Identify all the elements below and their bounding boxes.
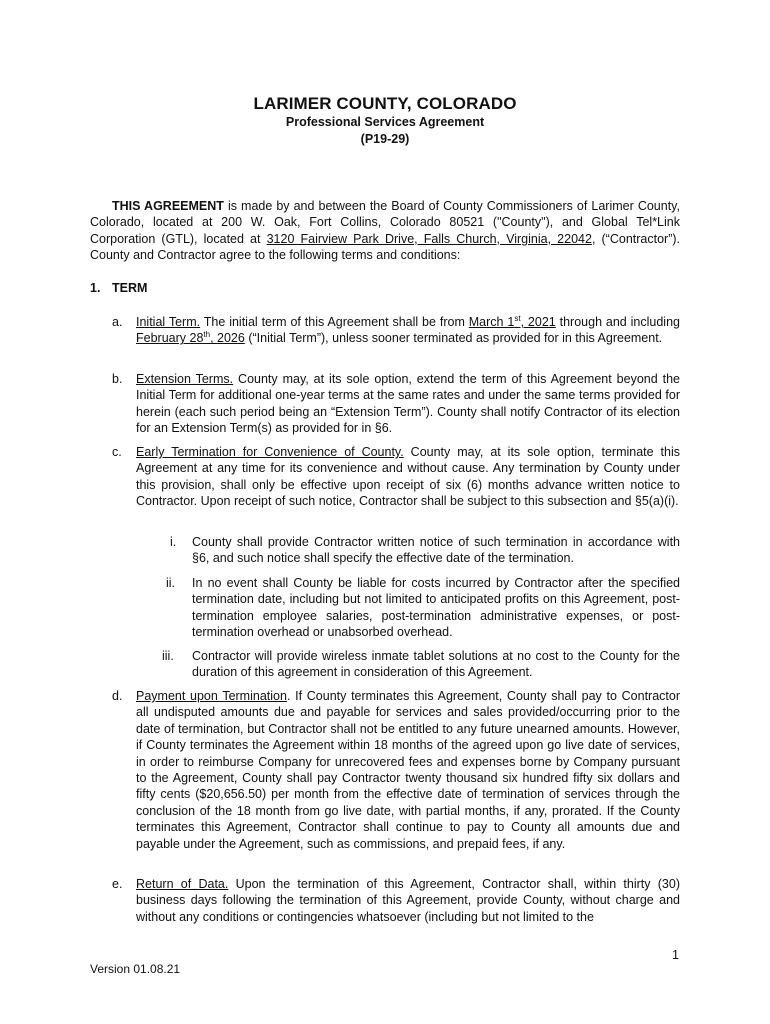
clause-c-iii-text: Contractor will provide wireless inmate tablet solutions at no cost to the County for the duration of this agreement in consideration of this Agreement.: [192, 649, 680, 680]
start-date: [469, 315, 556, 329]
start-date-suffix: st: [514, 313, 521, 323]
document-subtitle: Professional Services Agreement: [285, 115, 485, 129]
clause-a-heading: Initial Term.: [136, 315, 201, 329]
document-title: LARIMER COUNTY, COLORADO: [253, 94, 517, 113]
clause-c-text: County may, at its sole option, terminate this Agreement at any time for its convenience and without cause. Any termination by County under this provision, shall only be effective upon receipt of six (6) months advance written notice to Contractor. Upon receipt of such notice, Contractor shall be subject to this subsection and §5(a)(i).: [136, 445, 680, 509]
clause-b-heading: Extension Terms.: [136, 372, 234, 386]
clause-d-label: d.: [112, 689, 123, 703]
clause-a: [112, 314, 680, 347]
intro-text-2: , (“Contractor”). County and Contractor agree to the following terms and conditions:: [90, 231, 681, 263]
section-number: 1.: [90, 281, 101, 295]
version-label: Version 01.08.21: [90, 962, 181, 976]
start-date-year: , 2021: [520, 315, 556, 329]
clause-c-iii-label: iii.: [162, 649, 174, 663]
clause-d: [112, 688, 680, 852]
clause-c-ii-text: In no event shall County be liable for costs incurred by Contractor after the specified termination date, including but not limited to anticipated profits on this Agreement, post-termination employee salaries, post-termination administrative expenses, or post-termination overhead or unabsorbed overhead.: [192, 576, 680, 640]
document-header: [0, 94, 770, 148]
clause-e: [112, 876, 680, 925]
clause-b-text: County may, at its sole option, extend the term of this Agreement beyond the Initial Term for additional one-year terms at the same rates and under the same terms provided for herein (each such period being an “Extension Term”). County shall notify Contractor of its election for an Extension Term(s) as provided for in §6.: [136, 372, 680, 436]
clause-c-i-label: i.: [170, 535, 177, 549]
clause-c-i: [160, 534, 680, 567]
section-title: TERM: [112, 281, 148, 295]
end-date: [136, 331, 245, 345]
clause-c-label: c.: [112, 445, 122, 459]
clause-d-text: . If County terminates this Agreement, County shall pay to Contractor all undisputed amounts due and payable for services and sales provided/occurring prior to the date of termination, but Contractor shall not be entitled to any future unearned amounts. However, if County terminates the Agreement within 18 months of the agreed upon go live date of services, in order to reimburse Company for unrecovered fees and expenses borne by Company pursuant to the Agreement, County shall pay Contractor twenty thousand six hundred fifty six dollars and fifty cents ($20,656.50) per month from the effective date of termination of services through the conclusion of the 18 month from go live date, with partial months, if any, prorated. If the County terminates this Agreement, Contractor shall continue to pay to County all amounts due and payable under the Agreement, such as commissions, and prepaid fees, if any.: [136, 689, 680, 851]
clause-c-i-text: County shall provide Contractor written notice of such termination in accordance with §6, and such notice shall specify the effective date of the termination.: [192, 535, 680, 566]
clause-b: [112, 371, 680, 437]
clause-c-iii: [160, 648, 680, 681]
start-date-day: March 1: [468, 315, 515, 329]
clause-a-label: a.: [112, 315, 123, 329]
intro-lead: THIS AGREEMENT: [112, 199, 224, 213]
intro-text-1: is made by and between the Board of County Commissioners of Larimer County, Colorado, located at 200 W. Oak, Fort Collins, Colorado 80521 ("County"), and Global Tel*Link Corporation (GTL), located at: [90, 199, 680, 246]
clause-a-text-2: through and including: [555, 315, 680, 329]
end-date-year: , 2026: [210, 331, 245, 346]
document-code: (P19-29): [360, 132, 410, 146]
contractor-address: 3120 Fairview Park Drive, Falls Church, Virginia, 22042: [266, 231, 592, 246]
section-term-heading: [90, 281, 147, 295]
clause-c-ii: [160, 575, 680, 641]
clause-d-heading: Payment upon Termination: [136, 689, 287, 703]
clause-e-label: e.: [112, 877, 123, 891]
clause-e-heading: Return of Data.: [136, 877, 229, 891]
clause-a-text-3: (“Initial Term”), unless sooner terminated as provided for in this Agreement.: [244, 331, 663, 346]
clause-c-ii-label: ii.: [166, 576, 176, 590]
end-date-suffix: th: [203, 330, 211, 340]
clause-b-label: b.: [112, 372, 123, 386]
clause-e-text: Upon the termination of this Agreement, Contractor shall, within thirty (30) business days following the termination of this Agreement, provide County, without charge and without any conditions or contingencies whatsoever (including but not limited to the: [136, 877, 680, 924]
clause-c-heading: Early Termination for Convenience of County.: [136, 445, 404, 459]
end-date-day: February 28: [136, 331, 204, 346]
page-number: 1: [672, 948, 679, 962]
clause-c: [112, 444, 680, 510]
intro-paragraph: [90, 198, 680, 264]
clause-a-text-1: The initial term of this Agreement shall be from: [200, 315, 469, 329]
